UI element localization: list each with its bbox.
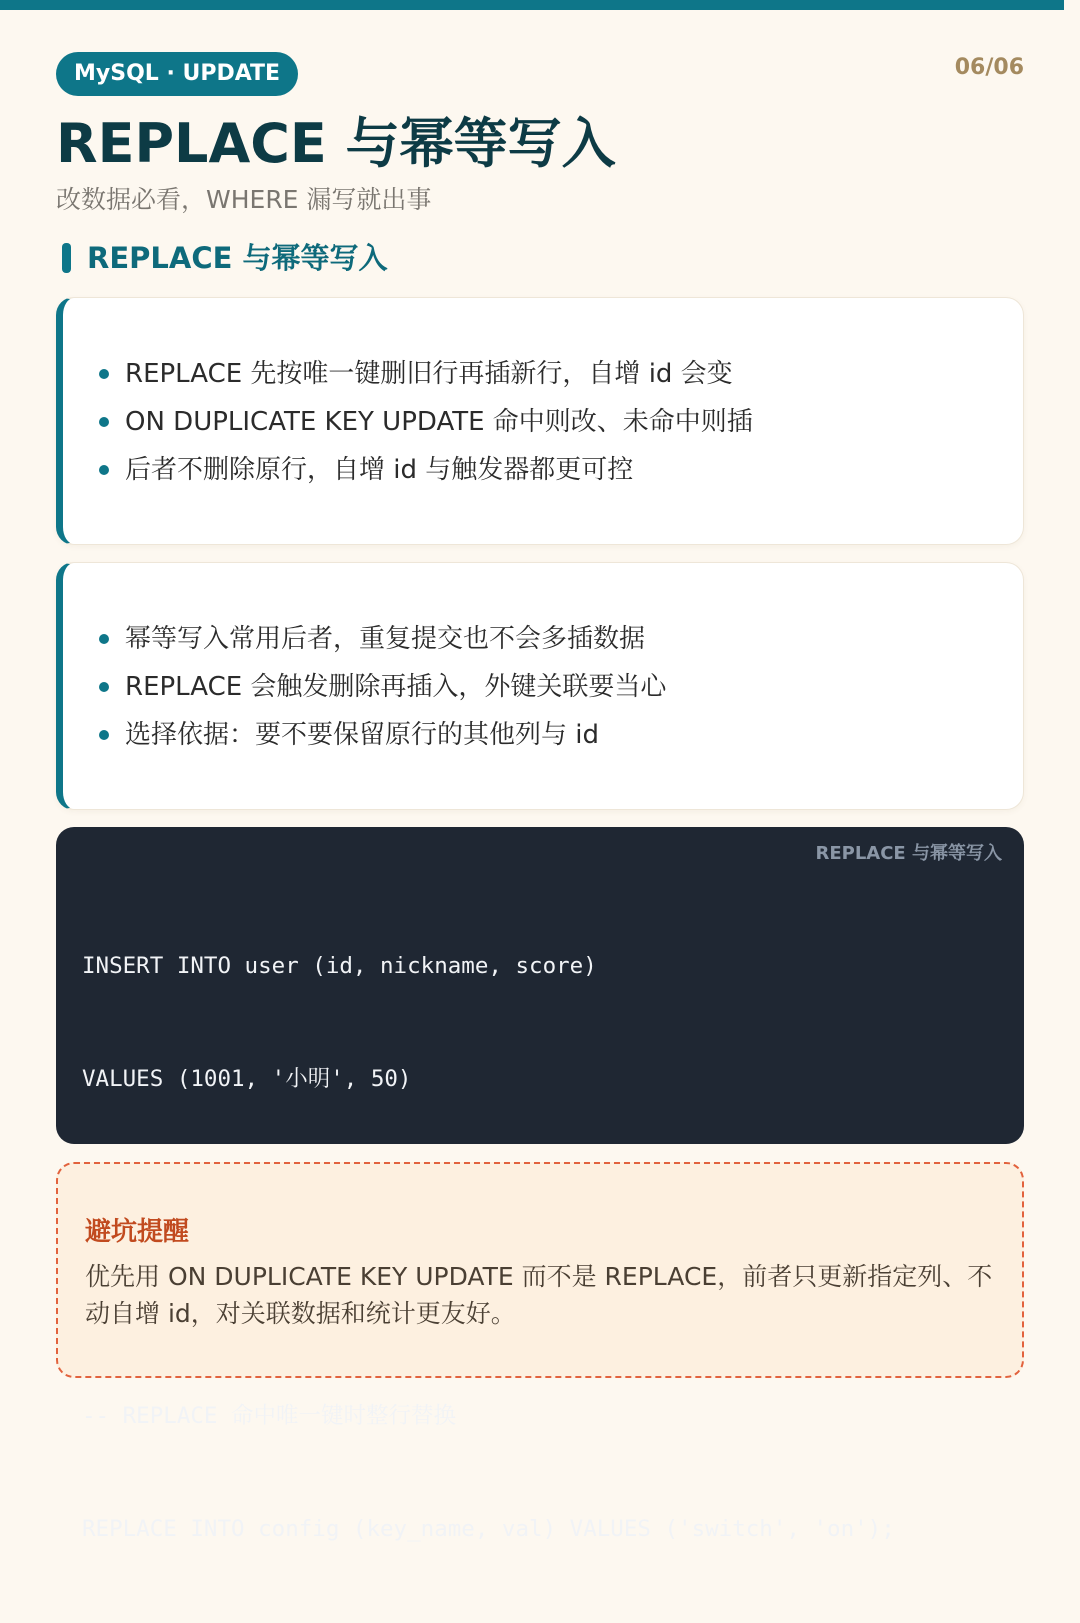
bullet-text: 幂等写入常用后者，重复提交也不会多插数据 (125, 624, 646, 654)
code-block-label: REPLACE 与幂等写入 (815, 843, 1002, 864)
warning-body: 优先用 ON DUPLICATE KEY UPDATE 而不是 REPLACE，前者只更新指定列、不动自增 id，对关联数据和统计更友好。 (85, 1262, 993, 1328)
bullet-list (99, 615, 666, 759)
bullet-dot-icon (99, 730, 109, 740)
warning-card (56, 1162, 1024, 1378)
bullet-item (99, 350, 753, 398)
bullet-dot-icon (99, 634, 109, 644)
topic-tag: MySQL · UPDATE (56, 52, 298, 96)
bullet-item (99, 711, 666, 759)
code-line: INSERT INTO user (id, nickname, score) (82, 953, 597, 979)
page-number: 06/06 (954, 55, 1024, 80)
bullet-item (99, 398, 753, 446)
page-title: REPLACE 与幂等写入 (56, 112, 616, 175)
bullet-dot-icon (99, 369, 109, 379)
bullet-dot-icon (99, 417, 109, 427)
bullet-item (99, 615, 666, 663)
info-card-2 (56, 562, 1024, 810)
bullet-text: REPLACE 会触发删除再插入，外键关联要当心 (125, 672, 667, 702)
page-subtitle: 改数据必看，WHERE 漏写就出事 (56, 185, 432, 214)
warning-title: 避坑提醒 (85, 1217, 190, 1247)
bullet-text: ON DUPLICATE KEY UPDATE 命中则改、未命中则插 (125, 407, 753, 437)
bullet-dot-icon (99, 465, 109, 475)
section-heading-text: REPLACE 与幂等写入 (87, 241, 388, 275)
code-line: VALUES (1001, '小明', 50) (82, 1065, 412, 1092)
top-accent-bar (0, 0, 1064, 10)
bullet-item (99, 446, 753, 494)
bullet-dot-icon (99, 682, 109, 692)
code-line: REPLACE INTO config (key_name, val) VALUES ('switch', 'on'); (82, 1515, 895, 1542)
bullet-item (99, 663, 666, 711)
bullet-list (99, 350, 753, 494)
section-marker (62, 243, 71, 273)
info-card-1 (56, 297, 1024, 545)
bullet-text: REPLACE 先按唯一键删旧行再插新行，自增 id 会变 (125, 359, 733, 389)
bullet-text: 后者不删除原行，自增 id 与触发器都更可控 (125, 455, 634, 485)
code-comment-line: -- REPLACE 命中唯一键时整行替换 (82, 1403, 457, 1429)
section-heading (62, 238, 388, 278)
bullet-text: 选择依据：要不要保留原行的其他列与 id (125, 720, 599, 750)
